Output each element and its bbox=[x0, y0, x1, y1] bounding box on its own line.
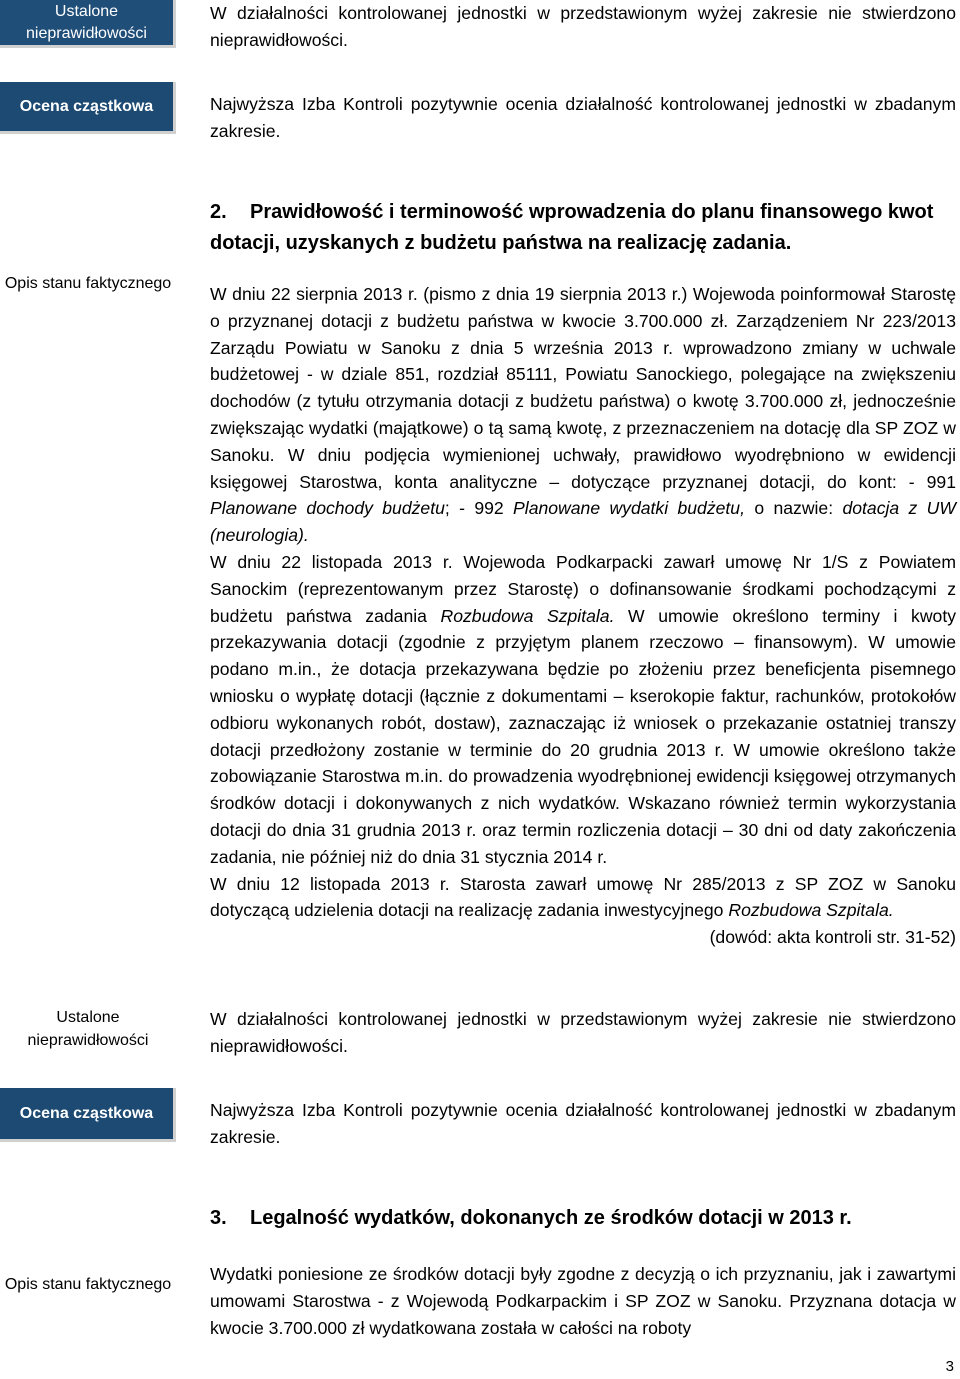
s2-p2a: W dniu 22 listopada 2013 r. Wojewoda Podkarpacki zawarł umowę Nr 1/S z Powiatem Sanockim (reprezentowanym przez Starostę) o dofinansowanie środkami pochodzącymi z budżetu państwa zadania bbox=[210, 551, 956, 626]
s2-p1-italic-3: dotacja z UW (neurologia). bbox=[210, 498, 956, 546]
section-2-title: Prawidłowość i terminowość wprowadzenia do planu finansowego kwot dotacji, uzyskanych z budżetu państwa na realizację zadania. bbox=[210, 201, 934, 254]
s2-p3a: W dniu 12 listopada 2013 r. Starosta zawarł umowę Nr 285/2013 z SP ZOZ w Sanoku dotyczącą udzielenia dotacji na realizację zadania inwestycyjnego bbox=[210, 873, 956, 921]
section-3-number: 3. bbox=[210, 1207, 227, 1229]
s2-p3-italic: Rozbudowa Szpitala. bbox=[728, 900, 894, 921]
s2-evidence: (dowód: akta kontroli str. 31-52) bbox=[709, 927, 956, 948]
label-ocena-1-text: Ocena cząstkowa bbox=[19, 97, 154, 115]
label-ocena-1 bbox=[0, 82, 176, 134]
label-ocena-2 bbox=[0, 1088, 176, 1142]
section-3-body: Wydatki poniesione ze środków dotacji były zgodne z decyzją o ich przyznaniu, jak i zawartymi umowami Starostwa - z Wojewodą Podkarpackim i SP ZOZ w Sanoku. Przyznana dotacja w kwocie 3.700.000 zł wydatkowana została w całości na roboty bbox=[210, 1264, 956, 1338]
section-2-heading bbox=[210, 197, 956, 259]
section-3-heading bbox=[210, 1203, 956, 1234]
s2-p1-italic-2: Planowane wydatki budżetu, bbox=[513, 498, 745, 519]
s2-p1: W dniu 22 sierpnia 2013 r. (pismo z dnia 19 sierpnia 2013 r.) Wojewoda poinformował Starostę o przyznanej dotacji z budżetu państwa w kwocie 3.700.000 zł. Zarządzeniem Nr 223/2013 Zarządu Powiatu w Sanoku z dnia 5 września 2013 r. wprowadzono zmiany w uchwale budżetowej - w dziale 851, rozdział 85111, Powiatu Sanockiego, polegające na zwiększeniu dochodów (z tytułu otrzymania dotacji z budżetu państwa) o kwotę 3.700.000 zł, jednocześnie zwiększając wydatki (majątkowe) o tą samą kwotę, z przeznaczeniem na dotację dla SP ZOZ w Sanoku. W dniu podjęcia wymienionej uchwały, prawidłowo wyodrębniono w ewidencji księgowej Starostwa, konta analityczne – dotyczące przyznanej dotacji, do kont: - 991 bbox=[210, 284, 956, 492]
ocena-text-1: Najwyższa Izba Kontroli pozytywnie ocenia działalność kontrolowanej jednostki w zbadanym zakresie. bbox=[210, 94, 956, 141]
label-ustalone-1-text: Ustalone nieprawidłowości bbox=[26, 2, 147, 42]
label-opis-2: Opis stanu faktycznego bbox=[4, 1276, 172, 1293]
label-ocena-2-text: Ocena cząstkowa bbox=[19, 1104, 154, 1122]
section-2-number: 2. bbox=[210, 201, 227, 223]
s2-p2-italic: Rozbudowa Szpitala. bbox=[440, 605, 615, 626]
section-2-body bbox=[210, 281, 956, 951]
label-opis-1: Opis stanu faktycznego bbox=[4, 275, 172, 292]
label-ustalone-1 bbox=[0, 0, 176, 48]
page-number: 3 bbox=[945, 1358, 954, 1375]
ustalone-text-1: W działalności kontrolowanej jednostki w przedstawionym wyżej zakresie nie stwierdzono nieprawidłowości. bbox=[210, 3, 956, 50]
ustalone-text-2: W działalności kontrolowanej jednostki w przedstawionym wyżej zakresie nie stwierdzono nieprawidłowości. bbox=[210, 1009, 956, 1056]
section-3-title: Legalność wydatków, dokonanych ze środków dotacji w 2013 r. bbox=[250, 1207, 852, 1229]
s2-p1-mid2: o nazwie: bbox=[744, 498, 843, 519]
label-ustalone-2: Ustalone nieprawidłowości bbox=[27, 1009, 149, 1049]
s2-p1-italic-1: Planowane dochody budżetu bbox=[210, 498, 445, 519]
s2-p1-mid: ; - 992 bbox=[444, 498, 514, 519]
ocena-text-2: Najwyższa Izba Kontroli pozytywnie ocenia działalność kontrolowanej jednostki w zbadanym zakresie. bbox=[210, 1100, 956, 1147]
s2-p2b: W umowie określono terminy i kwoty przekazywania dotacji (zgodnie z przyjętym planem rzeczowo – finansowym). W umowie podano m.in., że dotacja przekazywana będzie po złożeniu przez beneficjenta pisemnego wniosku o wypłatę dotacji (łącznie z dokumentami – kserokopie faktur, rachunków, protokołów odbioru wykonanych robót, dostaw), zaznaczając iż wniosek o przekazanie ostatniej transzy dotacji przedłożony zostanie w terminie do 20 grudnia 2013 r. W umowie określono także zobowiązanie Starostwa m.in. do prowadzenia wyodrębnionej ewidencji księgowej otrzymanych środków dotacji i dokonywanych z nich wydatków. Wskazano również termin wykorzystania dotacji do dnia 31 grudnia 2013 r. oraz termin rozliczenia dotacji – 30 dni od daty zakończenia zadania, nie później niż do dnia 31 stycznia 2014 r. bbox=[210, 605, 957, 867]
